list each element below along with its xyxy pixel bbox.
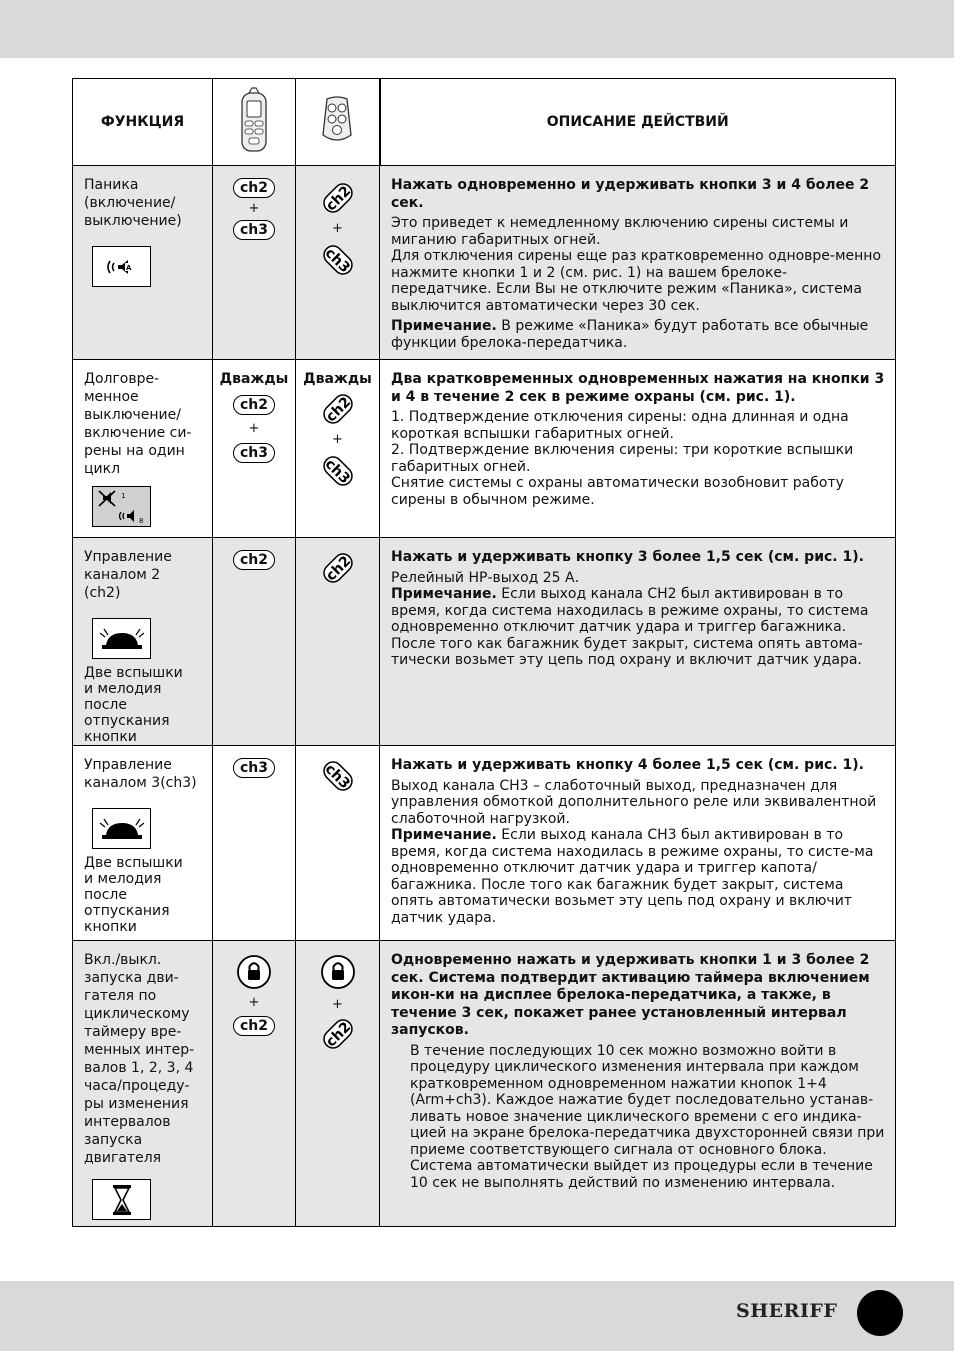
table-row	[73, 941, 896, 1227]
simple-remote-icon	[319, 95, 355, 145]
svg-text:ch3: ch3	[321, 245, 353, 277]
svg-text:ch2: ch2	[322, 1019, 354, 1051]
table-row	[73, 166, 896, 360]
ch2-rotated-button	[318, 1014, 358, 1054]
lcd-remote-buttons	[213, 166, 296, 360]
description-cell	[380, 360, 896, 538]
description-cell	[380, 166, 896, 360]
table-row	[73, 538, 896, 746]
ch2-rotated-button	[318, 178, 358, 218]
description-cell	[380, 538, 896, 746]
siren-off-icon	[92, 486, 151, 527]
svg-text:ch3: ch3	[321, 456, 353, 488]
function-table	[72, 78, 896, 1227]
function-name: Управление каналом 2 (ch2)	[84, 549, 172, 601]
trunk-flash-icon	[92, 618, 151, 659]
lock-button-icon	[320, 954, 356, 990]
description-text: В течение последующих 10 сек можно возможно войти в процедуру циклического изменения интервала при каждом кратковременном одновременном нажатии кнопок 1+4 (Arm+ch3). Каждое нажатие будет последовательно устанав-ливать новое значение циклического времени с его индика-цией на экране брелока-передатчика двухсторонней связи при приеме соответствующего сигнала от основного блока. Система автоматически выйдет из процедуры если в течение 10 сек не выполнять действий по изменению интервала.	[410, 1042, 885, 1191]
lcd-remote-buttons	[213, 538, 296, 746]
svg-text:A: A	[125, 263, 131, 272]
svg-text:8: 8	[138, 516, 143, 525]
ch3-button: ch3	[233, 220, 275, 240]
table-row	[73, 360, 896, 538]
action-instruction: Нажать и удерживать кнопку 4 более 1,5 сек (см. рис. 1).	[391, 757, 864, 773]
function-header: ФУНКЦИЯ	[73, 79, 213, 166]
description-text: Это приведет к немедленному включению сирены системы и миганию габаритных огней.	[391, 215, 849, 248]
action-instruction: Одновременно нажать и удерживать кнопки 1 и 3 более 2 сек. Система подтвердит активацию таймера включением икон-ки на дисплее брелока-передатчика, а также, в течение 3 сек, покажет ранее установленный интервал запусков.	[391, 952, 870, 1038]
note: Примечание. В режиме «Паника» будут работать все обычные функции брелока-передатчика.	[391, 318, 869, 351]
svg-text:ch2: ch2	[322, 183, 354, 215]
simple-remote-header	[296, 79, 380, 166]
ch3-rotated-button	[318, 756, 358, 796]
table-row	[73, 746, 896, 941]
description-header: ОПИСАНИЕ ДЕЙСТВИЙ	[380, 79, 896, 166]
note: Примечание. Если выход канала CH2 был активирован в то время, когда система находилась в режиме охраны, то система одновременно отключит датчик удара и триггер багажника. После того как багажник будет закрыт, система опять автома-тически возьмет эту цепь под охрану и включит датчик удара.	[391, 586, 869, 668]
ch2-button: ch2	[233, 550, 275, 570]
top-band	[0, 0, 954, 58]
lcd-remote-buttons	[213, 360, 296, 538]
plus-sign: +	[332, 221, 343, 236]
svg-text:ch2: ch2	[322, 553, 354, 585]
twice-label: Дважды	[303, 371, 372, 387]
simple-remote-buttons	[296, 360, 380, 538]
note: Примечание. Если выход канала CH3 был активирован в то время, когда система находилась в режиме охраны, то систе-ма одновременно отключит датчик удара и триггер капота/ багажника. После того как багажник будет закрыт, система опять автоматически возьмет эту цепь под охрану и включит датчик удара.	[391, 827, 874, 926]
lcd-remote-buttons	[213, 746, 296, 941]
simple-remote-buttons	[296, 941, 380, 1227]
panic-siren-icon	[92, 246, 151, 287]
ch2-button: ch2	[233, 1016, 275, 1036]
ch2-button: ch2	[233, 178, 275, 198]
description-text: Релейный НР-выход 25 А.	[391, 569, 580, 586]
description-text: Для отключения сирены еще раз кратковременно одновре-менно нажмите кнопки 1 и 2 (см. рис. 1) на вашем брелоке-передатчике. Если Вы не отключите режим «Паника», система выключится автоматически через 30 сек.	[391, 248, 882, 314]
description-text: Выход канала CH3 – слаботочный выход, предназначен для управления обмоткой дополнительного реле или эквивалентной слаботочной нагрузкой.	[391, 777, 877, 827]
description-cell	[380, 746, 896, 941]
lcd-remote-icon	[237, 87, 271, 153]
function-name: Долговре- менное выключение/ включение си- рены на один цикл	[84, 371, 192, 477]
function-cell	[73, 166, 213, 360]
action-instruction: Нажать одновременно и удерживать кнопки 3 и 4 более 2 сек.	[391, 177, 870, 211]
function-cell	[73, 360, 213, 538]
ch3-button: ch3	[233, 443, 275, 463]
function-name: Вкл./выкл. запуска дви- гателя по циклическому таймеру вре- менных интер- валов 1, 2, 3, 4 часа/процеду- ры изменения интервалов запуска двигателя	[84, 952, 195, 1166]
function-cell	[73, 746, 213, 941]
twice-label: Дважды	[219, 371, 289, 387]
svg-text:1: 1	[120, 491, 125, 500]
plus-sign: +	[332, 432, 343, 447]
trunk-flash-icon	[92, 808, 151, 849]
description-text: Снятие системы с охраны автоматически возобновит работу сирены в обычном режиме.	[391, 475, 844, 508]
ch3-button: ch3	[233, 758, 275, 778]
lcd-remote-header	[213, 79, 296, 166]
function-name: Паника (включение/ выключение)	[84, 177, 182, 229]
description-text: 1. Подтверждение отключения сирены: одна длинная и одна короткая вспышки габаритных огней.	[391, 409, 849, 442]
action-instruction: Нажать и удерживать кнопку 3 более 1,5 сек (см. рис. 1).	[391, 549, 864, 565]
action-instruction: Два кратковременных одновременных нажатия на кнопки 3 и 4 в течение 2 сек в режиме охраны (см. рис. 1).	[391, 371, 885, 405]
svg-text:ch2: ch2	[322, 394, 354, 426]
plus-sign: +	[248, 201, 260, 216]
plus-sign: +	[248, 995, 260, 1010]
page-marker-circle	[857, 1290, 903, 1336]
description-cell	[380, 941, 896, 1227]
function-note: Две вспышки и мелодия после отпускания кнопки	[84, 855, 183, 935]
ch2-rotated-button	[318, 389, 358, 429]
svg-text:ch3: ch3	[321, 761, 353, 793]
simple-remote-buttons	[296, 746, 380, 941]
table-header-row	[73, 79, 896, 166]
lcd-remote-buttons	[213, 941, 296, 1227]
brand-logo: SHERIFF	[736, 1300, 838, 1322]
hourglass-icon	[92, 1179, 151, 1220]
simple-remote-buttons	[296, 538, 380, 746]
function-cell	[73, 941, 213, 1227]
ch2-button: ch2	[233, 395, 275, 415]
plus-sign: +	[248, 421, 260, 436]
simple-remote-buttons	[296, 166, 380, 360]
function-name: Управление каналом 3(ch3)	[84, 757, 197, 791]
ch3-rotated-button	[318, 240, 358, 280]
function-cell	[73, 538, 213, 746]
lock-button-icon	[236, 954, 272, 990]
plus-sign: +	[332, 997, 343, 1012]
function-note: Две вспышки и мелодия после отпускания кнопки	[84, 665, 183, 745]
ch2-rotated-button	[318, 548, 358, 588]
description-text: 2. Подтверждение включения сирены: три короткие вспышки габаритных огней.	[391, 442, 854, 475]
ch3-rotated-button	[318, 451, 358, 491]
